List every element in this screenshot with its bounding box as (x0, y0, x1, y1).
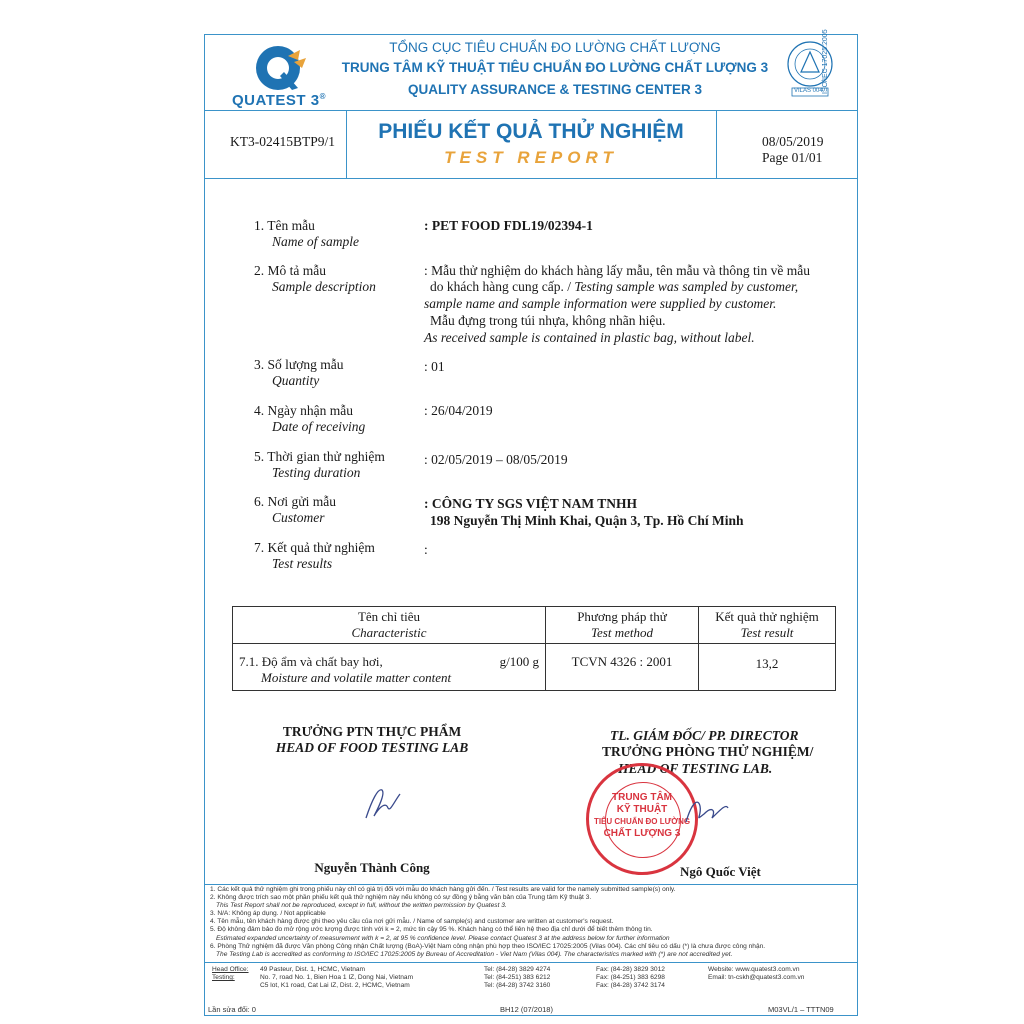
revision-label: Lần sửa đổi: 0 (208, 1005, 256, 1014)
footnote: The Testing Lab is accredited as conforming to ISO/IEC 17025:2005 by Bureau of Accreditation - Viet Nam (Vilas 004). The characteristics marked with (*) are not accredited yet. (216, 950, 733, 958)
header-cell (233, 607, 546, 644)
report-title-vi: PHIẾU KẾT QUẢ THỬ NGHIỆM (378, 120, 684, 143)
title-band-divider-right (716, 110, 717, 178)
contact-address: C5 lot, K1 road, Cat Lai IZ, Dist. 2, HCMC, Vietnam (260, 982, 410, 990)
item-label-en: Name of sample (272, 234, 359, 249)
item-label-vi: 1. Tên mẫu (254, 218, 315, 233)
header-characteristic-en: Characteristic (351, 625, 427, 640)
left-signer-name: Nguyễn Thành Công (314, 860, 430, 875)
footnote: This Test Report shall not be reproduced, except in full, without the written permission by Quatest 3. (216, 902, 507, 910)
contact-tel: Tel: (84-28) 3742 3160 (484, 982, 551, 990)
item-value-customer-name: : CÔNG TY SGS VIỆT NAM TNHH (424, 496, 638, 511)
item-label-vi: 2. Mô tả mẫu (254, 263, 326, 278)
right-signer-title-2: TRƯỞNG PHÒNG THỬ NGHIỆM/ (602, 744, 814, 759)
contact-fax: Fax: (84-28) 3742 3174 (596, 982, 665, 990)
footnote: 3. N/A: Không áp dụng. / Not applicable (210, 910, 326, 918)
report-date: 08/05/2019 (762, 134, 824, 149)
stamp-line: TRUNG TÂM (612, 792, 672, 803)
item-value-testing-duration: : 02/05/2019 – 08/05/2019 (424, 452, 568, 467)
contact-website: Website: www.quatest3.com.vn (708, 966, 800, 973)
header-cell (699, 607, 836, 644)
footnote: 6. Phòng Thử nghiệm đã được Văn phòng Công nhận Chất lượng (BoA)-Việt Nam công nhận phù hợp theo ISO/IEC 17025:2005 (Vilas 004). Các chỉ tiêu có dấu (*) là chưa được công nhận. (210, 942, 766, 950)
testing-label: Testing: (212, 974, 235, 982)
contact-fax: Fax: (84-251) 383 6298 (596, 974, 665, 982)
footnote: Estimated expanded uncertainty of measurement with k = 2, at 95 % confidence level. Please contact Quatest 3 at the address below for further information (216, 934, 670, 942)
header-cell (546, 607, 699, 644)
item-label-en: Quantity (272, 373, 320, 388)
row-characteristic-en: Moisture and volatile matter content (261, 670, 452, 685)
contacts-addresses (260, 966, 413, 990)
item-label-vi: 3. Số lượng mẫu (254, 357, 344, 372)
row-unit: g/100 g (499, 654, 539, 669)
accreditation-side-text: ISO/IEC 17025:2005 (822, 29, 829, 94)
logo-emblem-icon (248, 42, 312, 94)
item-label-vi: 5. Thời gian thử nghiệm (254, 449, 385, 464)
item-label-vi: 6. Nơi gửi mẫu (254, 494, 336, 509)
row-number: 7.1. (239, 654, 259, 669)
contacts-labels (212, 966, 249, 982)
row-characteristic-vi: Độ ẩm và chất bay hơi, (261, 654, 383, 669)
item-label-en: Date of receiving (272, 419, 366, 434)
item-value-description-line: sample name and sample information were supplied by customer. (424, 296, 777, 311)
footnote: 4. Tên mẫu, tên khách hàng được ghi theo yêu cầu của nơi gửi mẫu. / Name of sample(s) and customer are written at customer's request. (210, 918, 614, 926)
header-method-en: Test method (591, 625, 653, 640)
contact-tel: Tel: (84-28) 3829 4274 (484, 966, 551, 973)
contact-address: No. 7, road No. 1, Bien Hoa 1 IZ, Dong Nai, Vietnam (260, 974, 414, 982)
item-label-en: Testing duration (272, 465, 361, 480)
head-office-label: Head Office: (212, 966, 249, 973)
left-signature-icon (360, 780, 410, 824)
report-page: Page 01/01 (762, 150, 823, 165)
item-value-description-line: : Mẫu thử nghiệm do khách hàng lấy mẫu, tên mẫu và thông tin về mẫu (424, 263, 810, 278)
footnote: 1. Các kết quả thử nghiệm ghi trong phiếu này chỉ có giá trị đối với mẫu do khách hàng gửi đến. / Test results are valid for the namely submitted sample(s) only. (210, 886, 676, 893)
results-table-header (233, 607, 836, 644)
footnote: 5. Độ không đảm bảo đo mở rộng ước lượng được tính với k = 2, mức tin cậy 95 %. Khách hàng có thể liên hệ theo địa chỉ dưới để biết thêm thông tin. (210, 926, 653, 934)
header-characteristic-vi: Tên chỉ tiêu (357, 609, 421, 624)
item-value-sample-name: : PET FOOD FDL19/02394-1 (424, 218, 593, 233)
right-signer-title-1: TL. GIÁM ĐỐC/ PP. DIRECTOR (610, 728, 799, 743)
stamp-line: CHẤT LƯỢNG 3 (603, 828, 681, 839)
contact-fax: Fax: (84-28) 3829 3012 (596, 966, 665, 973)
row-result: 13,2 (699, 644, 836, 691)
results-table (232, 606, 836, 691)
title-band-top-rule (204, 110, 858, 111)
item-value-description-line: do khách hàng cung cấp. / (430, 279, 571, 294)
right-signature-icon (682, 792, 730, 832)
right-signer-title-3: HEAD OF TESTING LAB. (618, 761, 773, 776)
left-signer-title-vi: TRƯỞNG PTN THỰC PHẨM (282, 724, 462, 739)
table-row (233, 644, 836, 691)
org-line3: QUALITY ASSURANCE & TESTING CENTER 3 (407, 82, 703, 97)
org-line2: TRUNG TÂM KỸ THUẬT TIÊU CHUẨN ĐO LƯỜNG CHẤT LƯỢNG 3 (341, 60, 769, 75)
footnotes-top-rule (204, 884, 858, 885)
logo-text: QUATEST 3 (232, 92, 320, 109)
item-label-vi: 7. Kết quả thử nghiệm (254, 540, 375, 555)
item-value-description-line: As received sample is contained in plastic bag, without label. (424, 330, 755, 345)
report-number: KT3-02415BTP9/1 (230, 134, 336, 149)
item-value-test-results: : (424, 542, 428, 557)
footnotes (210, 886, 854, 959)
stamp-line: KỸ THUẬT (616, 804, 668, 815)
row-method: TCVN 4326 : 2001 (546, 644, 699, 691)
title-band-bottom-rule (204, 178, 858, 179)
item-value-description-line: Testing sample was sampled by customer, (574, 279, 799, 294)
item-value-description-line: Mẫu đựng trong túi nhựa, không nhãn hiệu. (430, 313, 666, 328)
item-value-receiving-date: : 26/04/2019 (424, 403, 493, 418)
item-label-en: Customer (272, 510, 325, 525)
contacts-web (708, 966, 804, 982)
header-method-vi: Phương pháp thử (577, 609, 667, 624)
item-label-en: Sample description (272, 279, 376, 294)
item-label-vi: 4. Ngày nhận mẫu (254, 403, 353, 418)
stamp-line: TIÊU CHUẨN ĐO LƯỜNG (593, 817, 691, 826)
right-signer-name: Ngô Quốc Việt (680, 864, 761, 879)
header-result-vi: Kết quả thử nghiệm (715, 609, 819, 624)
report-title-en: TEST REPORT (444, 148, 618, 167)
logo-registered-mark: ® (319, 92, 326, 101)
contact-email: Email: tn-cskh@quatest3.com.vn (708, 974, 805, 982)
form-code: BH12 (07/2018) (500, 1005, 553, 1014)
characteristic-cell (233, 644, 546, 691)
left-signer-title-en: HEAD OF FOOD TESTING LAB (275, 740, 469, 755)
contacts-top-rule (204, 962, 858, 963)
header-result-en: Test result (740, 625, 794, 640)
contacts-tel (484, 966, 550, 990)
item-value-customer-address: 198 Nguyễn Thị Minh Khai, Quận 3, Tp. Hồ Chí Minh (430, 513, 744, 528)
org-line1: TỔNG CỤC TIÊU CHUẨN ĐO LƯỜNG CHẤT LƯỢNG (389, 40, 721, 55)
document-code: M03VL/1 – TTTN09 (768, 1005, 834, 1014)
contact-address: 49 Pasteur, Dist. 1, HCMC, Vietnam (260, 966, 366, 973)
accreditation-code: VILAS 004 (794, 88, 823, 94)
item-label-en: Test results (272, 556, 333, 571)
item-value-quantity: : 01 (424, 359, 445, 374)
footnote: 2. Không được trích sao một phần phiếu kết quả thử nghiệm này nếu không có sự đồng ý bằng văn bản của Trung tâm Kỹ thuật 3. (210, 894, 592, 902)
contact-tel: Tel: (84-251) 383 6212 (484, 974, 551, 982)
contacts-fax (596, 966, 665, 990)
